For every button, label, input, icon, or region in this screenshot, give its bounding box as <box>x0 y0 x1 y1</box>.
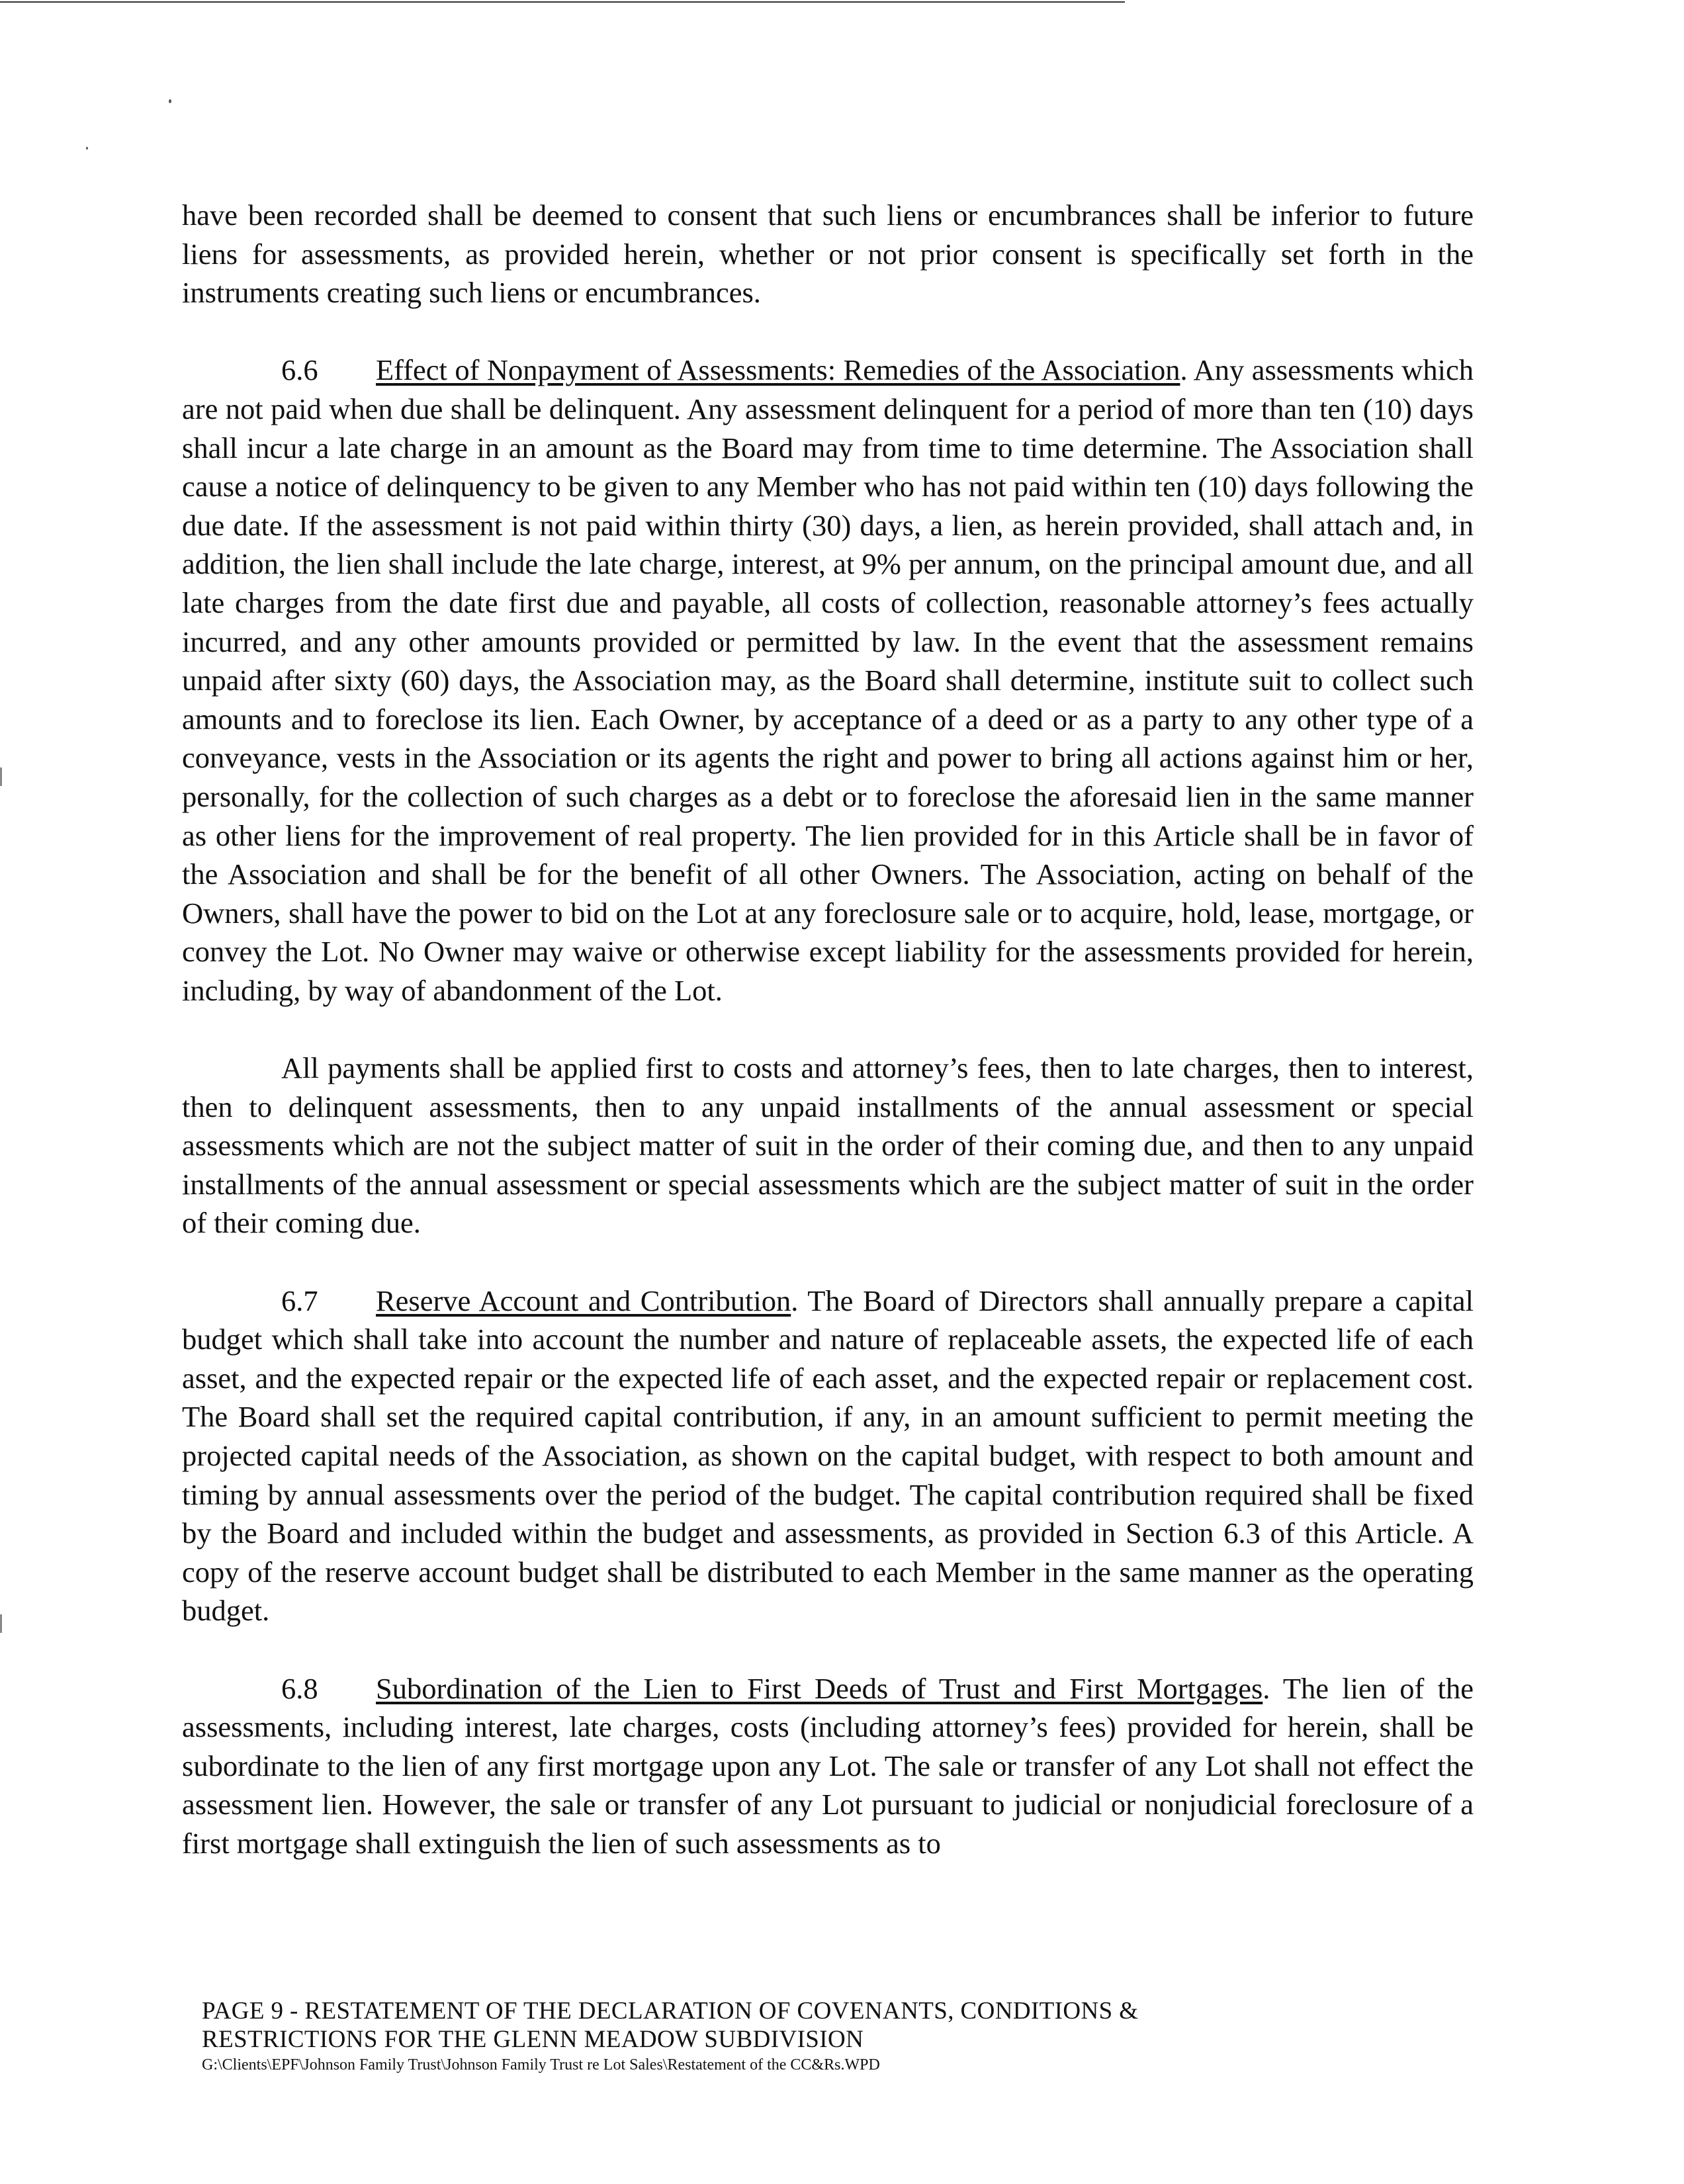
section-number: 6.8 <box>281 1671 318 1705</box>
continuation-paragraph: have been recorded shall be deemed to consent that such liens or encumbrances shall be inferior to future liens for assessments, as provided herein, whether or not prior consent is specifically set forth in the instruments creating such liens or encumbrances. <box>182 198 1474 310</box>
section-title: Effect of Nonpayment of Assessments: Remedies of the Association <box>376 353 1180 387</box>
footer-file-path: G:\Clients\EPF\Johnson Family Trust\Johnson Family Trust re Lot Sales\Restatement of the CC&Rs.WPD <box>202 2056 880 2074</box>
scan-top-edge <box>0 1 1125 3</box>
section-number: 6.6 <box>281 353 318 387</box>
section-text: . The lien of the assessments, including interest, late charges, costs (including attorney’s fees) provided for herein, shall be subordinate to the lien of any first mortgage upon any Lot. The sale or transfer of any Lot shall not effect the assessment lien. However, the sale or transfer of any Lot pursuant to judicial or nonjudicial foreclosure of a first mortgage shall extinguish the lien of such assessments as to <box>182 1671 1474 1860</box>
section-text: . The Board of Directors shall annually prepare a capital budget which shall take into account the number and nature of replaceable assets, the expected life of each asset, and the expected repair or the expected life of each asset, and the expected repair or replacement cost. The Board shall set the required capital contribution, if any, in an amount sufficient to permit meeting the projected capital needs of the Association, as shown on the capital budget, with respect to both amount and timing by annual assessments over the period of the budget. The capital contribution required shall be fixed by the Board and included within the budget and assessments, as provided in Section 6.3 of this Article. A copy of the reserve account budget shall be distributed to each Member in the same manner as the operating budget. <box>182 1284 1474 1628</box>
section-6-8 <box>182 1669 1474 1863</box>
section-number: 6.7 <box>281 1284 318 1317</box>
section-text: All payments shall be applied first to costs and attorney’s fees, then to late charges, then to interest, then to delinquent assessments, then to any unpaid installments of the annual assessment or special assessments which are not the subject matter of suit in the order of their coming due, and then to any unpaid installments of the annual assessment or special assessments which are the subject matter of suit in the order of their coming due. <box>182 1051 1474 1240</box>
scan-edge-mark <box>0 767 2 786</box>
footer-line-2: RESTRICTIONS FOR THE GLENN MEADOW SUBDIVISION <box>202 2026 864 2053</box>
payments-paragraph <box>182 1049 1474 1243</box>
section-6-6 <box>182 351 1474 1010</box>
scan-speck <box>86 147 88 150</box>
section-title: Reserve Account and Contribution <box>376 1284 791 1317</box>
document-body <box>182 196 1474 1863</box>
section-title: Subordination of the Lien to First Deeds of Trust and First Mortgages <box>376 1671 1263 1705</box>
section-6-7 <box>182 1282 1474 1630</box>
scan-edge-mark <box>0 1614 2 1633</box>
section-text: . Any assessments which are not paid when due shall be delinquent. Any assessment delinquent for a period of more than ten (10) days shall incur a late charge in an amount as the Board may from time to time determine. The Association shall cause a notice of delinquency to be given to any Member who has not paid within ten (10) days following the due date. If the assessment is not paid within thirty (30) days, a lien, as herein provided, shall attach and, in addition, the lien shall include the late charge, interest, at 9% per annum, on the principal amount due, and all late charges from the date first due and payable, all costs of collection, reasonable attorney’s fees actually incurred, and any other amounts provided or permitted by law. In the event that the assessment remains unpaid after sixty (60) days, the Association may, as the Board shall determine, institute suit to collect such amounts and to foreclose its lien. Each Owner, by acceptance of a deed or as a party to any other type of a conveyance, vests in the Association or its agents the right and power to bring all actions against him or her, personally, for the collection of such charges as a debt or to foreclose the aforesaid lien in the same manner as other liens for the improvement of real property. The lien provided for in this Article shall be in favor of the Association and shall be for the benefit of all other Owners. The Association, acting on behalf of the Owners, shall have the power to bid on the Lot at any foreclosure sale or to acquire, hold, lease, mortgage, or convey the Lot. No Owner may waive or otherwise except liability for the assessments provided for herein, including, by way of abandonment of the Lot. <box>182 353 1474 1007</box>
footer-line-1: PAGE 9 - RESTATEMENT OF THE DECLARATION OF COVENANTS, CONDITIONS & <box>202 1997 1139 2025</box>
scan-speck <box>169 99 171 103</box>
page-footer <box>202 1997 1459 2075</box>
